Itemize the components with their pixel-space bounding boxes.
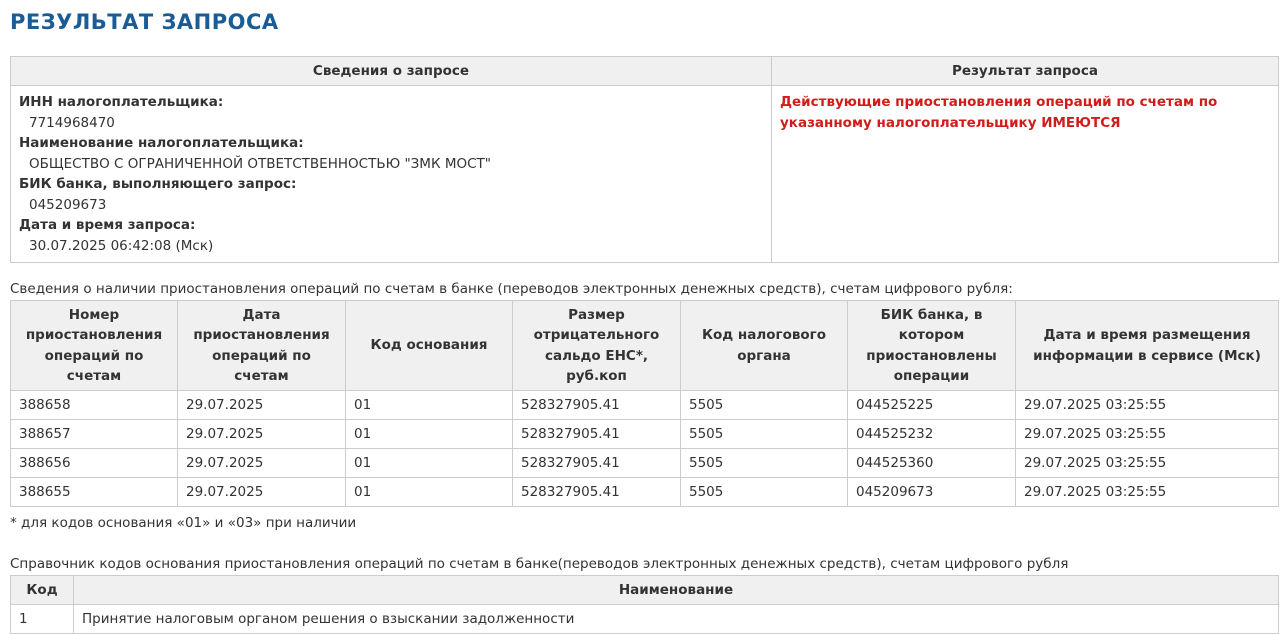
table-cell: 01 [346, 478, 513, 507]
suspensions-caption: Сведения о наличии приостановления операций по счетам в банке (переводов электронных денежных средств), счетам цифрового рубля: [10, 281, 1013, 297]
column-header: Размер отрицательного сальдо ЕНС*, руб.коп [513, 301, 681, 391]
table-cell: 29.07.2025 03:25:55 [1016, 391, 1279, 420]
table-cell: 01 [346, 449, 513, 478]
query-info-header: Сведения о запросе [11, 57, 772, 86]
table-cell: 045209673 [848, 478, 1016, 507]
table-cell: 29.07.2025 [178, 420, 346, 449]
column-header: БИК банка, в котором приостановлены операции [848, 301, 1016, 391]
table-cell: 5505 [681, 449, 848, 478]
query-table [10, 56, 1279, 263]
table-cell: 01 [346, 391, 513, 420]
taxpayer-name-label: Наименование налогоплательщика: [19, 135, 304, 151]
inn-label: ИНН налогоплательщика: [19, 94, 224, 110]
table-row [11, 478, 1279, 507]
table-cell: 044525232 [848, 420, 1016, 449]
table-cell: 528327905.41 [513, 391, 681, 420]
table-cell: 01 [346, 420, 513, 449]
query-result-cell [772, 86, 1279, 263]
bank-bik-label: БИК банка, выполняющего запрос: [19, 176, 297, 192]
query-result-text: Действующие приостановления операций по счетам по указанному налогоплательщику ИМЕЮТСЯ [780, 94, 1218, 131]
suspensions-header-row [11, 301, 1279, 391]
suspensions-table [10, 300, 1279, 507]
column-header: Код [11, 576, 74, 605]
table-cell: 29.07.2025 03:25:55 [1016, 420, 1279, 449]
page-title: РЕЗУЛЬТАТ ЗАПРОСА [10, 10, 279, 34]
request-date-value: 30.07.2025 06:42:08 (Мск) [29, 237, 214, 254]
table-cell: 388657 [11, 420, 178, 449]
query-result-header: Результат запроса [772, 57, 1279, 86]
table-cell: 29.07.2025 [178, 478, 346, 507]
table-cell: 044525360 [848, 449, 1016, 478]
column-header: Код основания [346, 301, 513, 391]
table-row [11, 605, 1279, 634]
footnote: * для кодов основания «01» и «03» при наличии [10, 515, 357, 531]
inn-value: 7714968470 [29, 114, 115, 131]
column-header: Дата и время размещения информации в сервисе (Мск) [1016, 301, 1279, 391]
column-header: Наименование [74, 576, 1279, 605]
table-cell: 528327905.41 [513, 478, 681, 507]
table-cell: 5505 [681, 391, 848, 420]
table-cell: 1 [11, 605, 74, 634]
table-cell: 5505 [681, 478, 848, 507]
table-cell: 528327905.41 [513, 420, 681, 449]
reference-caption: Справочник кодов основания приостановления операций по счетам в банке(переводов электронных денежных средств), счетам цифрового рубля [10, 556, 1069, 572]
table-cell: 29.07.2025 [178, 449, 346, 478]
column-header: Дата приостановления операций по счетам [178, 301, 346, 391]
table-cell: 5505 [681, 420, 848, 449]
reference-header-row [11, 576, 1279, 605]
table-row [11, 449, 1279, 478]
column-header: Код налогового органа [681, 301, 848, 391]
reference-table [10, 575, 1279, 634]
table-cell: 29.07.2025 03:25:55 [1016, 449, 1279, 478]
bank-bik-value: 045209673 [29, 196, 107, 213]
query-info-cell [11, 86, 772, 263]
table-cell: 29.07.2025 [178, 391, 346, 420]
request-date-label: Дата и время запроса: [19, 217, 196, 233]
table-cell: 29.07.2025 03:25:55 [1016, 478, 1279, 507]
taxpayer-name-value: ОБЩЕСТВО С ОГРАНИЧЕННОЙ ОТВЕТСТВЕННОСТЬЮ "ЗМК МОСТ" [29, 155, 491, 172]
table-cell: 388655 [11, 478, 178, 507]
table-row [11, 391, 1279, 420]
table-cell: 044525225 [848, 391, 1016, 420]
table-cell: 388656 [11, 449, 178, 478]
table-cell: 528327905.41 [513, 449, 681, 478]
column-header: Номер приостановления операций по счетам [11, 301, 178, 391]
table-cell: 388658 [11, 391, 178, 420]
table-cell: Принятие налоговым органом решения о взыскании задолженности [74, 605, 1279, 634]
table-row [11, 420, 1279, 449]
